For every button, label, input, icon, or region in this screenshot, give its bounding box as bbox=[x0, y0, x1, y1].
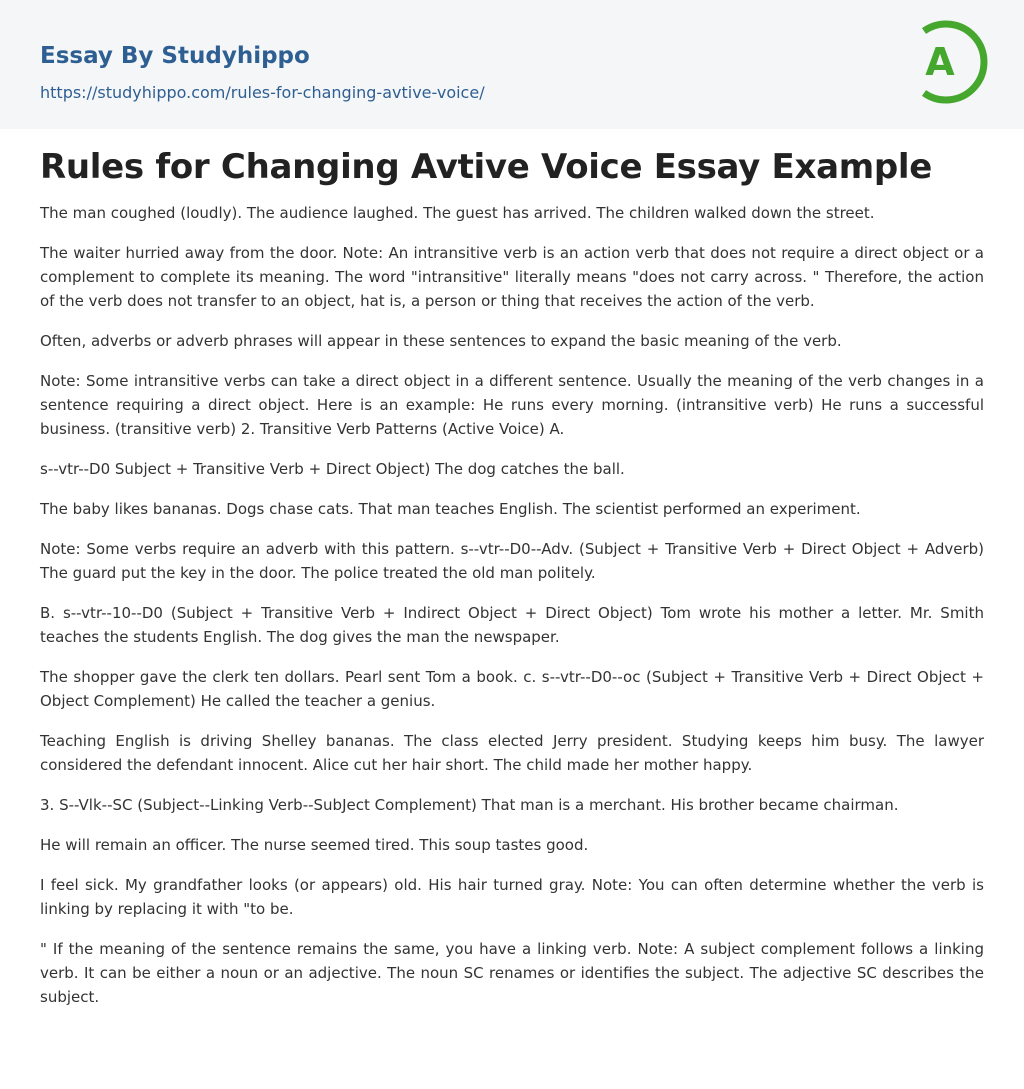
logo-letter: A bbox=[925, 40, 955, 84]
article-paragraph: The man coughed (loudly). The audience laughed. The guest has arrived. The children walked down the street. bbox=[40, 204, 875, 222]
article-container bbox=[0, 129, 1024, 1009]
article-paragraph: The waiter hurried away from the door. Note: An intransitive verb is an action verb that does not require a direct object or a complement to complete its meaning. The word "intransitive" literally means "does not carry across. " Therefore, the action of the verb does not transfer to an object, hat is, a person or thing that receives the action of the verb. bbox=[40, 244, 984, 310]
site-header bbox=[0, 0, 1024, 129]
article-paragraph: The shopper gave the clerk ten dollars. Pearl sent Tom a book. c. s--vtr--D0--oc (Subject + Transitive Verb + Direct Object + Object Complement) He called the teacher a genius. bbox=[40, 668, 984, 710]
article-paragraph: Often, adverbs or adverb phrases will appear in these sentences to expand the basic meaning of the verb. bbox=[40, 332, 842, 350]
article-url-link[interactable]: https://studyhippo.com/rules-for-changing-avtive-voice/ bbox=[40, 83, 485, 102]
article-paragraph: B. s--vtr--10--D0 (Subject + Transitive Verb + Indirect Object + Direct Object) Tom wrote his mother a letter. Mr. Smith teaches the students English. The dog gives the man the newspaper. bbox=[40, 604, 984, 646]
article-paragraph: " If the meaning of the sentence remains the same, you have a linking verb. Note: A subject complement follows a linking verb. It can be either a noun or an adjective. The noun SC renames or identifies the subject. The adjective SC describes the subject. bbox=[40, 940, 984, 1006]
studyhippo-logo-icon[interactable] bbox=[908, 17, 988, 107]
site-brand[interactable]: Essay By Studyhippo bbox=[40, 43, 310, 69]
article-paragraph: I feel sick. My grandfather looks (or appears) old. His hair turned gray. Note: You can often determine whether the verb is linking by replacing it with "to be. bbox=[40, 876, 984, 918]
article-title: Rules for Changing Avtive Voice Essay Example bbox=[40, 147, 933, 187]
article-paragraph: Note: Some intransitive verbs can take a direct object in a different sentence. Usually the meaning of the verb changes in a sentence requiring a direct object. Here is an example: He runs every morning. (intransitive verb) He runs a successful business. (transitive verb) 2. Transitive Verb Patterns (Active Voice) A. bbox=[40, 372, 984, 438]
article-paragraph: 3. S--Vlk--SC (Subject--Linking Verb--SubJect Complement) That man is a merchant. His brother became chairman. bbox=[40, 796, 899, 814]
article-paragraph: He will remain an officer. The nurse seemed tired. This soup tastes good. bbox=[40, 836, 589, 854]
article-paragraph: The baby likes bananas. Dogs chase cats. That man teaches English. The scientist performed an experiment. bbox=[40, 500, 861, 518]
article-paragraph: s--vtr--D0 Subject + Transitive Verb + Direct Object) The dog catches the ball. bbox=[40, 460, 625, 478]
article-paragraph: Teaching English is driving Shelley bananas. The class elected Jerry president. Studying keeps him busy. The lawyer considered the defendant innocent. Alice cut her hair short. The child made her mother happy. bbox=[40, 732, 984, 774]
article-body bbox=[40, 201, 984, 1009]
article-paragraph: Note: Some verbs require an adverb with this pattern. s--vtr--D0--Adv. (Subject + Transitive Verb + Direct Object + Adverb) The guard put the key in the door. The police treated the old man politely. bbox=[40, 540, 984, 582]
